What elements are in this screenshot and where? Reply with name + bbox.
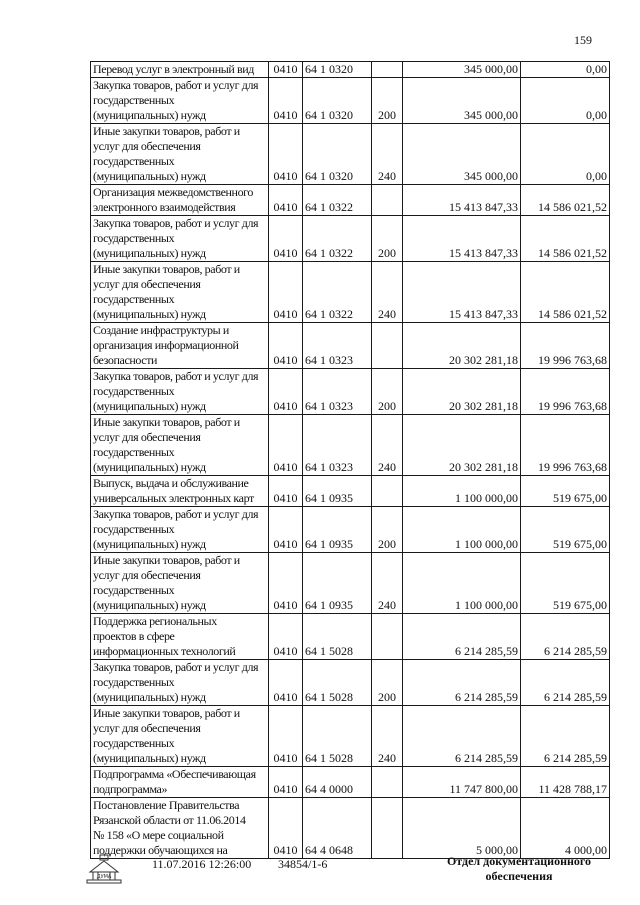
row-sum-plan: 5 000,00	[403, 798, 521, 859]
budget-table-body	[91, 62, 610, 859]
row-sum-actual: 0,00	[521, 78, 610, 124]
row-sum-actual: 6 214 285,59	[521, 706, 610, 767]
row-sum-actual: 0,00	[521, 62, 610, 78]
row-name: Закупка товаров, работ и услуг для государственных (муниципальных) нужд	[91, 660, 269, 706]
row-expense-type: 240	[372, 415, 403, 476]
row-sum-actual: 14 586 021,52	[521, 216, 610, 262]
row-name: Иные закупки товаров, работ и услуг для обеспечения государственных (муниципальных) нужд	[91, 553, 269, 614]
row-name: Поддержка региональных проектов в сфере информационных технологий	[91, 614, 269, 660]
duma-emblem-icon	[84, 854, 124, 884]
row-expense-type	[372, 323, 403, 369]
row-sum-plan: 15 413 847,33	[403, 185, 521, 216]
row-name: Закупка товаров, работ и услуг для государственных (муниципальных) нужд	[91, 369, 269, 415]
duma-logo-text: ДУМА	[96, 874, 112, 880]
row-sum-plan: 20 302 281,18	[403, 415, 521, 476]
row-sum-plan: 345 000,00	[403, 78, 521, 124]
row-expense-type: 200	[372, 660, 403, 706]
stamp-document-id: 34854/1-6	[278, 857, 328, 871]
row-target-article: 64 4 0000	[303, 767, 372, 798]
row-sum-plan: 6 214 285,59	[403, 706, 521, 767]
row-name: Выпуск, выдача и обслуживание универсальных электронных карт	[91, 476, 269, 507]
row-section: 0410	[269, 614, 303, 660]
row-sum-plan: 15 413 847,33	[403, 262, 521, 323]
table-row	[91, 415, 610, 476]
row-name: Подпрограмма «Обеспечивающая подпрограмма»	[91, 767, 269, 798]
row-section: 0410	[269, 62, 303, 78]
row-section: 0410	[269, 660, 303, 706]
row-name: Организация межведомственного электронного взаимодействия	[91, 185, 269, 216]
row-target-article: 64 1 0320	[303, 124, 372, 185]
row-section: 0410	[269, 323, 303, 369]
table-row	[91, 767, 610, 798]
row-name: Иные закупки товаров, работ и услуг для обеспечения государственных (муниципальных) нужд	[91, 262, 269, 323]
row-sum-plan: 15 413 847,33	[403, 216, 521, 262]
stamp-datetime: 11.07.2016 12:26:00	[152, 857, 252, 871]
row-sum-actual: 519 675,00	[521, 553, 610, 614]
row-sum-plan: 11 747 800,00	[403, 767, 521, 798]
row-section: 0410	[269, 369, 303, 415]
row-target-article: 64 1 0323	[303, 415, 372, 476]
table-row	[91, 660, 610, 706]
row-sum-actual: 11 428 788,17	[521, 767, 610, 798]
row-section: 0410	[269, 507, 303, 553]
row-sum-plan: 20 302 281,18	[403, 323, 521, 369]
row-target-article: 64 1 5028	[303, 614, 372, 660]
row-section: 0410	[269, 706, 303, 767]
row-sum-actual: 4 000,00	[521, 798, 610, 859]
row-expense-type	[372, 614, 403, 660]
row-section: 0410	[269, 415, 303, 476]
row-expense-type: 240	[372, 262, 403, 323]
row-name: Иные закупки товаров, работ и услуг для обеспечения государственных (муниципальных) нужд	[91, 706, 269, 767]
table-row	[91, 706, 610, 767]
table-row	[91, 216, 610, 262]
row-section: 0410	[269, 78, 303, 124]
row-expense-type: 200	[372, 507, 403, 553]
row-expense-type: 240	[372, 553, 403, 614]
row-expense-type	[372, 185, 403, 216]
document-footer	[0, 848, 640, 905]
row-target-article: 64 1 0322	[303, 216, 372, 262]
table-row	[91, 323, 610, 369]
table-row	[91, 185, 610, 216]
row-target-article: 64 1 0323	[303, 323, 372, 369]
row-name: Иные закупки товаров, работ и услуг для обеспечения государственных (муниципальных) нужд	[91, 415, 269, 476]
row-sum-actual: 519 675,00	[521, 507, 610, 553]
row-name: Иные закупки товаров, работ и услуг для обеспечения государственных (муниципальных) нужд	[91, 124, 269, 185]
table-row	[91, 369, 610, 415]
row-sum-actual: 19 996 763,68	[521, 415, 610, 476]
row-expense-type: 240	[372, 706, 403, 767]
row-sum-plan: 345 000,00	[403, 124, 521, 185]
row-name: Постановление Правительства Рязанской области от 11.06.2014 № 158 «О мере социальной поддержки обучающихся на	[91, 798, 269, 859]
row-sum-plan: 20 302 281,18	[403, 369, 521, 415]
stamp-department: Отдел документационного обеспечения	[446, 854, 592, 883]
row-sum-actual: 519 675,00	[521, 476, 610, 507]
table-row	[91, 262, 610, 323]
row-sum-actual: 6 214 285,59	[521, 614, 610, 660]
row-target-article: 64 1 0323	[303, 369, 372, 415]
row-sum-actual: 14 586 021,52	[521, 262, 610, 323]
row-target-article: 64 1 5028	[303, 706, 372, 767]
row-section: 0410	[269, 767, 303, 798]
row-name: Закупка товаров, работ и услуг для государственных (муниципальных) нужд	[91, 78, 269, 124]
row-target-article: 64 1 0935	[303, 553, 372, 614]
row-sum-actual: 14 586 021,52	[521, 185, 610, 216]
row-expense-type: 240	[372, 124, 403, 185]
row-expense-type	[372, 476, 403, 507]
row-sum-actual: 6 214 285,59	[521, 660, 610, 706]
row-expense-type: 200	[372, 369, 403, 415]
row-target-article: 64 1 0935	[303, 507, 372, 553]
duma-logo	[84, 854, 124, 884]
row-expense-type: 200	[372, 216, 403, 262]
row-target-article: 64 1 0322	[303, 262, 372, 323]
row-section: 0410	[269, 216, 303, 262]
table-row	[91, 614, 610, 660]
row-sum-actual: 0,00	[521, 124, 610, 185]
row-section: 0410	[269, 124, 303, 185]
row-target-article: 64 1 0322	[303, 185, 372, 216]
row-expense-type	[372, 767, 403, 798]
row-sum-plan: 1 100 000,00	[403, 507, 521, 553]
row-name: Закупка товаров, работ и услуг для государственных (муниципальных) нужд	[91, 216, 269, 262]
row-sum-plan: 6 214 285,59	[403, 660, 521, 706]
row-target-article: 64 1 0935	[303, 476, 372, 507]
row-section: 0410	[269, 185, 303, 216]
row-sum-plan: 345 000,00	[403, 62, 521, 78]
row-expense-type	[372, 62, 403, 78]
row-sum-plan: 1 100 000,00	[403, 476, 521, 507]
row-name: Закупка товаров, работ и услуг для государственных (муниципальных) нужд	[91, 507, 269, 553]
row-section: 0410	[269, 262, 303, 323]
budget-table	[90, 61, 610, 859]
table-row	[91, 62, 610, 78]
row-expense-type: 200	[372, 78, 403, 124]
row-target-article: 64 1 0320	[303, 78, 372, 124]
row-section: 0410	[269, 798, 303, 859]
row-target-article: 64 1 0320	[303, 62, 372, 78]
row-name: Перевод услуг в электронный вид	[91, 62, 269, 78]
table-row	[91, 78, 610, 124]
table-row	[91, 476, 610, 507]
row-target-article: 64 1 5028	[303, 660, 372, 706]
row-sum-plan: 6 214 285,59	[403, 614, 521, 660]
table-row	[91, 507, 610, 553]
row-sum-actual: 19 996 763,68	[521, 323, 610, 369]
table-row	[91, 553, 610, 614]
page-number: 159	[574, 33, 592, 47]
row-section: 0410	[269, 553, 303, 614]
row-sum-actual: 19 996 763,68	[521, 369, 610, 415]
row-target-article: 64 4 0648	[303, 798, 372, 859]
row-section: 0410	[269, 476, 303, 507]
row-name: Создание инфраструктуры и организация информационной безопасности	[91, 323, 269, 369]
row-sum-plan: 1 100 000,00	[403, 553, 521, 614]
table-row	[91, 124, 610, 185]
